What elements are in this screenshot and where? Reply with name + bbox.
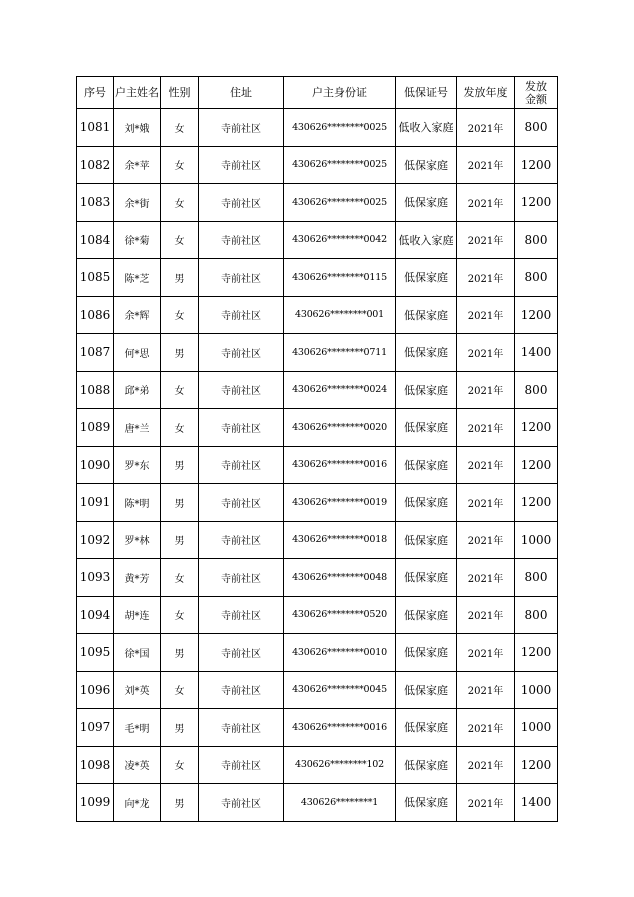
cell-index: 1098 bbox=[77, 746, 114, 784]
cell-year: 2021年 bbox=[457, 746, 515, 784]
cell-amount: 1200 bbox=[515, 184, 558, 222]
cell-index: 1094 bbox=[77, 596, 114, 634]
cell-name: 罗*林 bbox=[114, 521, 161, 559]
cell-year: 2021年 bbox=[457, 446, 515, 484]
cell-id-card: 430626********0045 bbox=[284, 671, 396, 709]
subsidy-roster-table bbox=[76, 76, 558, 822]
cell-address: 寺前社区 bbox=[199, 446, 284, 484]
cell-address: 寺前社区 bbox=[199, 371, 284, 409]
cell-address: 寺前社区 bbox=[199, 409, 284, 447]
cell-year: 2021年 bbox=[457, 109, 515, 147]
cell-cert: 低保家庭 bbox=[396, 334, 457, 372]
cell-address: 寺前社区 bbox=[199, 484, 284, 522]
column-header-amount bbox=[515, 77, 558, 109]
cell-year: 2021年 bbox=[457, 146, 515, 184]
cell-id-card: 430626********0711 bbox=[284, 334, 396, 372]
cell-gender: 女 bbox=[161, 559, 199, 597]
cell-year: 2021年 bbox=[457, 371, 515, 409]
cell-year: 2021年 bbox=[457, 259, 515, 297]
cell-year: 2021年 bbox=[457, 409, 515, 447]
cell-name: 刘*娥 bbox=[114, 109, 161, 147]
cell-gender: 女 bbox=[161, 146, 199, 184]
cell-index: 1096 bbox=[77, 671, 114, 709]
cell-gender: 男 bbox=[161, 334, 199, 372]
cell-id-card: 430626********0025 bbox=[284, 146, 396, 184]
cell-index: 1088 bbox=[77, 371, 114, 409]
cell-gender: 女 bbox=[161, 221, 199, 259]
cell-index: 1097 bbox=[77, 709, 114, 747]
table-row bbox=[77, 259, 558, 297]
cell-cert: 低收入家庭 bbox=[396, 109, 457, 147]
cell-name: 徐*菊 bbox=[114, 221, 161, 259]
cell-amount: 1400 bbox=[515, 784, 558, 822]
cell-cert: 低保家庭 bbox=[396, 709, 457, 747]
cell-cert: 低保家庭 bbox=[396, 784, 457, 822]
cell-address: 寺前社区 bbox=[199, 146, 284, 184]
table-row bbox=[77, 296, 558, 334]
cell-amount: 1200 bbox=[515, 484, 558, 522]
cell-address: 寺前社区 bbox=[199, 784, 284, 822]
table-row bbox=[77, 634, 558, 672]
cell-gender: 男 bbox=[161, 709, 199, 747]
cell-id-card: 430626********0024 bbox=[284, 371, 396, 409]
cell-amount: 800 bbox=[515, 596, 558, 634]
cell-cert: 低保家庭 bbox=[396, 634, 457, 672]
column-header-year: 发放年度 bbox=[457, 77, 515, 109]
table-row bbox=[77, 784, 558, 822]
table-row bbox=[77, 221, 558, 259]
cell-amount: 1000 bbox=[515, 709, 558, 747]
cell-address: 寺前社区 bbox=[199, 634, 284, 672]
cell-name: 余*苹 bbox=[114, 146, 161, 184]
cell-gender: 男 bbox=[161, 446, 199, 484]
table-row bbox=[77, 746, 558, 784]
column-header-amount-line1: 发放 bbox=[525, 79, 547, 93]
table-row bbox=[77, 371, 558, 409]
cell-year: 2021年 bbox=[457, 634, 515, 672]
cell-name: 徐*国 bbox=[114, 634, 161, 672]
cell-gender: 男 bbox=[161, 521, 199, 559]
cell-address: 寺前社区 bbox=[199, 709, 284, 747]
cell-amount: 1200 bbox=[515, 446, 558, 484]
table-row bbox=[77, 184, 558, 222]
cell-name: 黄*芳 bbox=[114, 559, 161, 597]
cell-id-card: 430626********1 bbox=[284, 784, 396, 822]
cell-name: 余*街 bbox=[114, 184, 161, 222]
cell-id-card: 430626********0025 bbox=[284, 184, 396, 222]
cell-cert: 低保家庭 bbox=[396, 446, 457, 484]
cell-year: 2021年 bbox=[457, 709, 515, 747]
cell-year: 2021年 bbox=[457, 184, 515, 222]
cell-index: 1083 bbox=[77, 184, 114, 222]
cell-gender: 女 bbox=[161, 596, 199, 634]
table-row bbox=[77, 559, 558, 597]
table-row bbox=[77, 709, 558, 747]
cell-amount: 800 bbox=[515, 221, 558, 259]
cell-name: 陈*明 bbox=[114, 484, 161, 522]
cell-cert: 低保家庭 bbox=[396, 259, 457, 297]
cell-id-card: 430626********0016 bbox=[284, 446, 396, 484]
cell-amount: 800 bbox=[515, 259, 558, 297]
cell-year: 2021年 bbox=[457, 671, 515, 709]
cell-cert: 低保家庭 bbox=[396, 746, 457, 784]
cell-address: 寺前社区 bbox=[199, 521, 284, 559]
cell-index: 1089 bbox=[77, 409, 114, 447]
cell-gender: 女 bbox=[161, 671, 199, 709]
cell-index: 1090 bbox=[77, 446, 114, 484]
cell-year: 2021年 bbox=[457, 221, 515, 259]
cell-cert: 低保家庭 bbox=[396, 184, 457, 222]
cell-amount: 1400 bbox=[515, 334, 558, 372]
cell-name: 何*思 bbox=[114, 334, 161, 372]
table-row bbox=[77, 146, 558, 184]
table-row bbox=[77, 109, 558, 147]
cell-name: 凌*英 bbox=[114, 746, 161, 784]
column-header-gender: 性别 bbox=[161, 77, 199, 109]
cell-id-card: 430626********0016 bbox=[284, 709, 396, 747]
cell-gender: 女 bbox=[161, 296, 199, 334]
cell-id-card: 430626********0025 bbox=[284, 109, 396, 147]
cell-year: 2021年 bbox=[457, 596, 515, 634]
cell-cert: 低保家庭 bbox=[396, 409, 457, 447]
cell-address: 寺前社区 bbox=[199, 296, 284, 334]
cell-cert: 低保家庭 bbox=[396, 296, 457, 334]
column-header-amount-line2: 金额 bbox=[525, 92, 547, 106]
cell-amount: 1000 bbox=[515, 671, 558, 709]
cell-id-card: 430626********0115 bbox=[284, 259, 396, 297]
cell-index: 1095 bbox=[77, 634, 114, 672]
cell-gender: 男 bbox=[161, 784, 199, 822]
cell-cert: 低保家庭 bbox=[396, 521, 457, 559]
cell-name: 胡*连 bbox=[114, 596, 161, 634]
cell-name: 毛*明 bbox=[114, 709, 161, 747]
cell-name: 邱*弟 bbox=[114, 371, 161, 409]
table-row bbox=[77, 521, 558, 559]
cell-cert: 低保家庭 bbox=[396, 484, 457, 522]
cell-amount: 1200 bbox=[515, 146, 558, 184]
cell-address: 寺前社区 bbox=[199, 671, 284, 709]
table-row bbox=[77, 671, 558, 709]
cell-name: 罗*东 bbox=[114, 446, 161, 484]
cell-name: 余*辉 bbox=[114, 296, 161, 334]
cell-index: 1093 bbox=[77, 559, 114, 597]
cell-id-card: 430626********0010 bbox=[284, 634, 396, 672]
cell-id-card: 430626********0042 bbox=[284, 221, 396, 259]
cell-id-card: 430626********0520 bbox=[284, 596, 396, 634]
header-row bbox=[77, 77, 558, 109]
cell-id-card: 430626********0048 bbox=[284, 559, 396, 597]
cell-gender: 女 bbox=[161, 746, 199, 784]
cell-address: 寺前社区 bbox=[199, 596, 284, 634]
cell-cert: 低保家庭 bbox=[396, 371, 457, 409]
cell-gender: 男 bbox=[161, 259, 199, 297]
cell-gender: 女 bbox=[161, 371, 199, 409]
cell-amount: 1200 bbox=[515, 634, 558, 672]
cell-amount: 1200 bbox=[515, 746, 558, 784]
cell-index: 1087 bbox=[77, 334, 114, 372]
cell-index: 1082 bbox=[77, 146, 114, 184]
cell-cert: 低保家庭 bbox=[396, 671, 457, 709]
cell-name: 唐*兰 bbox=[114, 409, 161, 447]
cell-id-card: 430626********0019 bbox=[284, 484, 396, 522]
cell-year: 2021年 bbox=[457, 521, 515, 559]
cell-cert: 低保家庭 bbox=[396, 596, 457, 634]
cell-year: 2021年 bbox=[457, 559, 515, 597]
cell-id-card: 430626********0018 bbox=[284, 521, 396, 559]
cell-gender: 女 bbox=[161, 109, 199, 147]
cell-amount: 1200 bbox=[515, 296, 558, 334]
cell-index: 1092 bbox=[77, 521, 114, 559]
cell-address: 寺前社区 bbox=[199, 109, 284, 147]
cell-name: 刘*英 bbox=[114, 671, 161, 709]
cell-cert: 低保家庭 bbox=[396, 559, 457, 597]
table-row bbox=[77, 596, 558, 634]
column-header-name: 户主姓名 bbox=[114, 77, 161, 109]
cell-amount: 800 bbox=[515, 371, 558, 409]
column-header-index: 序号 bbox=[77, 77, 114, 109]
table-row bbox=[77, 409, 558, 447]
cell-gender: 女 bbox=[161, 184, 199, 222]
cell-gender: 男 bbox=[161, 484, 199, 522]
cell-address: 寺前社区 bbox=[199, 259, 284, 297]
cell-id-card: 430626********001 bbox=[284, 296, 396, 334]
column-header-cert: 低保证号 bbox=[396, 77, 457, 109]
cell-id-card: 430626********102 bbox=[284, 746, 396, 784]
cell-year: 2021年 bbox=[457, 334, 515, 372]
cell-address: 寺前社区 bbox=[199, 746, 284, 784]
roster-body bbox=[77, 109, 558, 822]
cell-amount: 800 bbox=[515, 559, 558, 597]
cell-address: 寺前社区 bbox=[199, 334, 284, 372]
cell-name: 陈*芝 bbox=[114, 259, 161, 297]
cell-gender: 男 bbox=[161, 634, 199, 672]
cell-year: 2021年 bbox=[457, 296, 515, 334]
cell-index: 1081 bbox=[77, 109, 114, 147]
cell-index: 1085 bbox=[77, 259, 114, 297]
cell-index: 1099 bbox=[77, 784, 114, 822]
cell-gender: 女 bbox=[161, 409, 199, 447]
cell-cert: 低收入家庭 bbox=[396, 221, 457, 259]
cell-amount: 800 bbox=[515, 109, 558, 147]
cell-index: 1086 bbox=[77, 296, 114, 334]
cell-amount: 1200 bbox=[515, 409, 558, 447]
cell-year: 2021年 bbox=[457, 484, 515, 522]
table-row bbox=[77, 446, 558, 484]
cell-address: 寺前社区 bbox=[199, 221, 284, 259]
table-row bbox=[77, 484, 558, 522]
cell-amount: 1000 bbox=[515, 521, 558, 559]
column-header-id-card: 户主身份证 bbox=[284, 77, 396, 109]
cell-address: 寺前社区 bbox=[199, 559, 284, 597]
column-header-address: 住址 bbox=[199, 77, 284, 109]
cell-cert: 低保家庭 bbox=[396, 146, 457, 184]
cell-year: 2021年 bbox=[457, 784, 515, 822]
cell-id-card: 430626********0020 bbox=[284, 409, 396, 447]
table-row bbox=[77, 334, 558, 372]
cell-index: 1084 bbox=[77, 221, 114, 259]
cell-name: 向*龙 bbox=[114, 784, 161, 822]
cell-address: 寺前社区 bbox=[199, 184, 284, 222]
cell-index: 1091 bbox=[77, 484, 114, 522]
